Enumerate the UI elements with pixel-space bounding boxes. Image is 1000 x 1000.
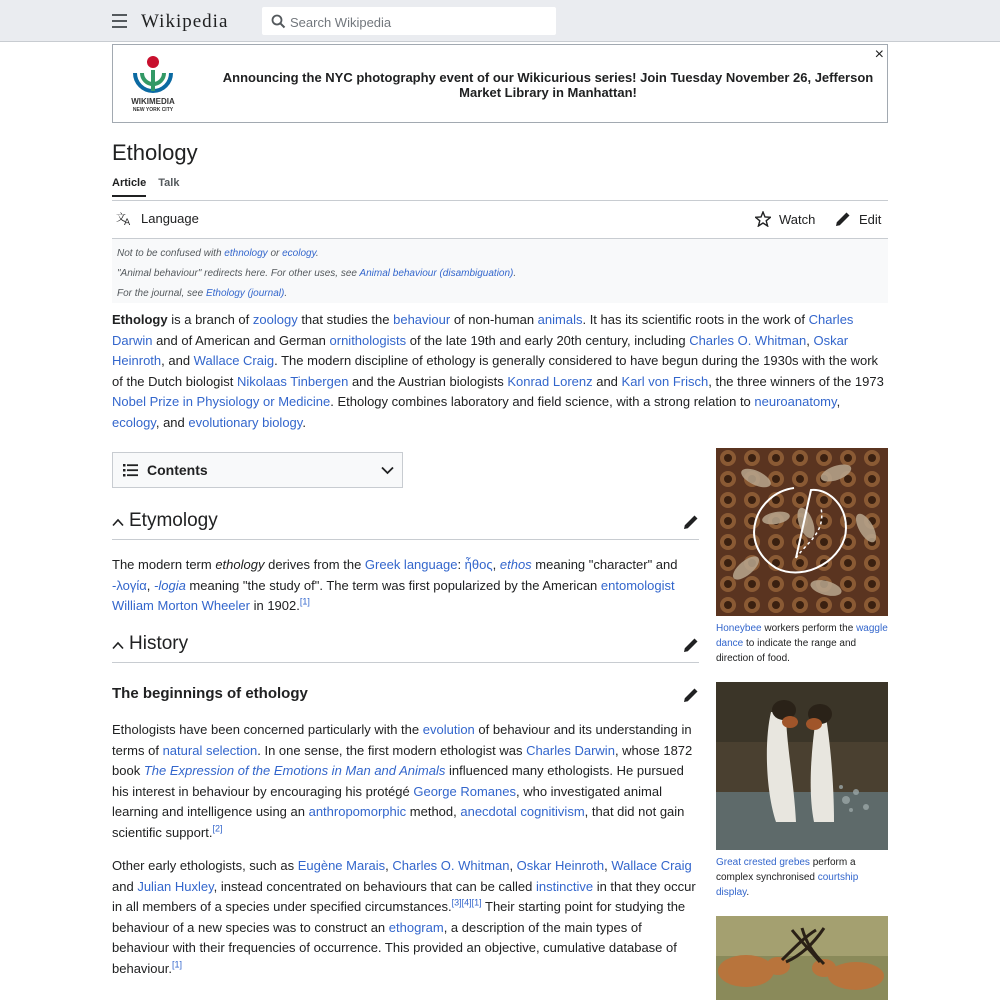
logo-sublabel: NEW YORK CITY xyxy=(132,107,174,113)
wikimedia-nyc-logo xyxy=(123,53,183,117)
link[interactable]: Wallace Craig xyxy=(193,353,275,369)
link[interactable]: ecology xyxy=(112,414,156,430)
link[interactable]: ornithologists xyxy=(329,332,407,348)
link[interactable]: anthropomorphic xyxy=(308,804,407,820)
pencil-icon[interactable] xyxy=(683,637,699,653)
link[interactable]: Julian Huxley xyxy=(137,878,214,894)
link[interactable]: Wallace Craig xyxy=(611,858,692,873)
history-paragraph-2: Other early ethologists, such as Eugène Marais, Charles O. Whitman, Oskar Heinroth, Wallace Craig and Julian Huxley, instead concentrated on behaviours that can be called instinctive in that they occur in all members of a species under specified circumstances.[3][4][1] Their starting point for studying the behaviour of a new species was to construct an ethogram, a description of the main types of behaviour with their frequencies of occurrence. This provided an objective, cumulative database of behaviour.[1] xyxy=(112,858,696,976)
section-heading-next[interactable] xyxy=(112,985,699,1000)
watch-label: Watch xyxy=(779,211,816,227)
link[interactable]: ethogram xyxy=(388,919,444,935)
link[interactable]: Karl von Frisch xyxy=(621,373,709,389)
link[interactable]: Charles Darwin xyxy=(112,312,854,348)
link[interactable]: Nobel Prize in Physiology or Medicine xyxy=(112,394,331,410)
honeybee-waggle-dance-image[interactable] xyxy=(716,448,888,616)
hatnote: For the journal, see Ethology (journal). xyxy=(117,288,288,299)
edit-button[interactable] xyxy=(835,211,881,227)
figure-caption: Great crested grebes perform a complex synchronised courtship display. xyxy=(716,857,859,898)
link[interactable]: zoology xyxy=(252,312,298,327)
link[interactable]: Charles Darwin xyxy=(526,742,615,758)
figure-honeybee xyxy=(716,448,888,666)
link[interactable]: Great crested grebes xyxy=(716,857,810,868)
link[interactable]: Honeybee xyxy=(716,623,762,634)
link[interactable]: instinctive xyxy=(536,878,594,894)
top-bar xyxy=(0,0,1000,42)
link[interactable]: anecdotal cognitivism xyxy=(460,804,585,820)
link[interactable]: -λογία xyxy=(112,577,147,593)
page-title: Ethology xyxy=(112,140,198,165)
banner-message: Announcing the NYC photography event of our Wikicurious series! Join Tuesday November 26, Jefferson Market Library in Manhattan! xyxy=(222,70,874,100)
tab-article[interactable]: Article xyxy=(112,177,146,197)
language-button[interactable] xyxy=(116,211,199,226)
contents-label: Contents xyxy=(147,462,208,478)
page-actions-bar xyxy=(112,201,888,239)
link[interactable]: Greek language xyxy=(364,557,458,572)
section-title: Etymology xyxy=(129,510,218,531)
namespace-tabs xyxy=(112,177,191,201)
pencil-icon[interactable] xyxy=(683,514,699,530)
link[interactable]: ethnology xyxy=(224,248,268,259)
link[interactable]: neuroanatomy xyxy=(754,394,837,410)
pencil-icon[interactable] xyxy=(683,687,699,703)
link[interactable]: Oskar Heinroth xyxy=(516,858,605,873)
citation[interactable]: [3][4][1] xyxy=(451,897,482,908)
svg-text:文: 文 xyxy=(116,213,126,224)
grebes-courtship-image[interactable] xyxy=(716,682,888,850)
close-icon[interactable]: × xyxy=(874,46,884,63)
link[interactable]: ecology xyxy=(282,248,316,259)
link[interactable]: Ethology (journal) xyxy=(205,288,285,299)
search-icon xyxy=(271,14,286,29)
wikipedia-wordmark[interactable]: Wikipedia xyxy=(141,11,229,32)
announcement-banner xyxy=(112,44,888,123)
section-heading-history[interactable] xyxy=(112,633,699,663)
svg-text:A: A xyxy=(124,218,131,226)
link[interactable]: Charles O. Whitman xyxy=(689,332,807,348)
link[interactable]: Nikolaas Tinbergen xyxy=(237,373,349,389)
section-heading-etymology[interactable] xyxy=(112,510,699,540)
link[interactable]: Animal behaviour (disambiguation) xyxy=(359,268,514,279)
figure-grebes xyxy=(716,682,888,900)
tab-talk[interactable]: Talk xyxy=(158,177,180,189)
link[interactable]: courtship display xyxy=(716,872,859,898)
link[interactable]: ἦθος xyxy=(464,557,493,572)
star-icon xyxy=(755,211,771,227)
search-box[interactable] xyxy=(262,7,556,35)
logo-label: WIKIMEDIA xyxy=(131,97,175,106)
section-title: History xyxy=(129,633,189,654)
link[interactable]: William Morton Wheeler xyxy=(112,598,250,614)
link[interactable]: Konrad Lorenz xyxy=(507,373,593,389)
pencil-icon xyxy=(835,211,851,227)
watch-button[interactable] xyxy=(755,211,815,227)
link[interactable]: evolutionary biology xyxy=(188,414,303,430)
language-icon xyxy=(116,211,133,226)
link[interactable]: Oskar Heinroth xyxy=(112,332,849,369)
link[interactable]: natural selection xyxy=(162,742,258,758)
hatnote: Not to be confused with ethnology or ecology. xyxy=(117,248,319,259)
link[interactable]: evolution xyxy=(422,722,475,737)
link[interactable]: entomologist xyxy=(600,577,675,593)
hatnotes xyxy=(112,239,888,303)
link[interactable]: Charles O. Whitman xyxy=(392,858,510,873)
impala-fighting-image[interactable] xyxy=(716,916,888,1000)
list-icon xyxy=(123,464,138,477)
hatnote: "Animal behaviour" redirects here. For other uses, see Animal behaviour (disambiguation). xyxy=(117,268,517,279)
chevron-up-icon xyxy=(112,641,124,650)
chevron-up-icon xyxy=(112,518,124,527)
link[interactable]: George Romanes xyxy=(413,783,516,799)
search-input[interactable] xyxy=(290,12,550,32)
link[interactable]: Eugène Marais xyxy=(297,858,386,873)
citation[interactable]: [1] xyxy=(299,596,310,607)
figure-caption: Honeybee workers perform the waggle dance to indicate the range and direction of food. xyxy=(716,623,888,664)
chevron-down-icon xyxy=(381,466,394,475)
table-of-contents-toggle[interactable] xyxy=(112,452,403,488)
subsection-title: The beginnings of ethology xyxy=(112,685,308,702)
link[interactable]: animals xyxy=(537,312,583,327)
figure-impala xyxy=(716,916,888,1000)
language-label: Language xyxy=(141,211,199,226)
lead-paragraph: Ethology is a branch of zoology that studies the behaviour of non-human animals. It has its scientific roots in the work of Charles Darwin and of American and German ornithologists of the late 19th and early 20th century, including Charles O. Whitman, Oskar Heinroth, and Wallace Craig. The modern discipline of ethology is generally considered to have begun during the 1930s with the work of the Dutch biologist Nikolaas Tinbergen and the Austrian biologists Konrad Lorenz and Karl von Frisch, the three winners of the 1973 Nobel Prize in Physiology or Medicine. Ethology combines laboratory and field science, with a strong relation to neuroanatomy, ecology, and evolutionary biology. xyxy=(112,312,884,430)
citation[interactable]: [1] xyxy=(172,959,183,970)
link[interactable]: The Expression of the Emotions in Man and Animals xyxy=(143,763,446,779)
main-menu-button[interactable] xyxy=(112,14,127,28)
citation[interactable]: [2] xyxy=(212,823,223,834)
subsection-heading xyxy=(112,685,699,707)
link[interactable]: waggle dance xyxy=(716,623,888,649)
link[interactable]: behaviour xyxy=(393,312,451,327)
history-paragraph-1: Ethologists have been concerned particularly with the evolution of behaviour and its understanding in terms of natural selection. In one sense, the first modern ethologist was Charles Darwin, whose 1872 book The Expression of the Emotions in Man and Animals influenced many ethologists. He pursued his interest in behaviour by encouraging his protégé George Romanes, who investigated animal learning and intelligence using an anthropomorphic method, anecdotal cognitivism, that did not gain scientific support.[2] xyxy=(112,722,693,840)
etymology-paragraph: The modern term ethology derives from the Greek language: ἦθος, ethos meaning "character" and -λογία, -logia meaning "the study of". The term was first popularized by the American entomologist William Morton Wheeler in 1902.[1] xyxy=(112,557,678,614)
edit-label: Edit xyxy=(859,211,882,227)
